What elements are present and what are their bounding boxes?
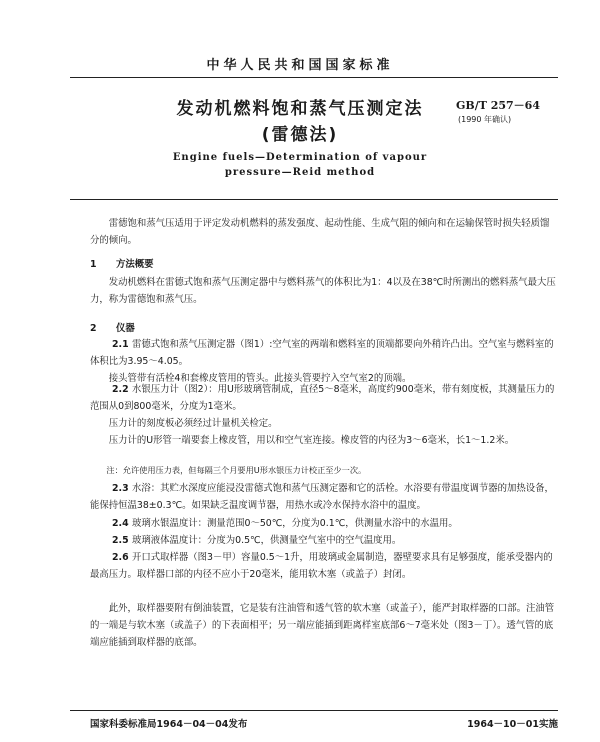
clause-text: 玻璃液体温度计：分度为0.5℃，供测量空气室中的空气温度用。 [132, 535, 402, 546]
clause-number: 2.5 [112, 535, 129, 546]
section-title: 仪器 [116, 323, 135, 334]
clause-number: 2.6 [112, 552, 129, 563]
clause-2-4 [90, 515, 558, 532]
clause-2-2-extra-b: 压力计的U形管一端要套上橡皮管，用以和空气室连接。橡皮管的内径为3～6毫米，长1～1.2米。 [108, 435, 515, 446]
footer-rule [70, 710, 558, 711]
title-rule [70, 199, 558, 200]
clause-2-1 [90, 336, 558, 370]
section-number: 1 [90, 259, 97, 270]
clause-text: 水银压力计（图2）：用U形玻璃管制成，直径5～8毫米，高度约900毫米，带有刻度板，其测量压力的范围从0到800毫米，分度为1毫米。 [90, 384, 555, 412]
clause-2-6 [90, 549, 558, 583]
effective-date: 1964－10－01实施 [467, 719, 558, 730]
issuing-country-standard-header: 中华人民共和国国家标准 [206, 58, 394, 73]
clause-2-2 [90, 381, 558, 415]
document-title: 发动机燃料饱和蒸气压测定法 [176, 99, 424, 119]
clause-text: 雷德式饱和蒸气压测定器（图1）:空气室的两端和燃料室的顶端都要向外稍许凸出。空气室与燃料室的体积比为3.95～4.05。 [90, 339, 554, 367]
note: 注：允许使用压力表，但每隔三个月要用U形水银压力计校正至少一次。 [106, 465, 367, 475]
clause-2-6-extra: 此外，取样器要附有倒油装置，它是装有注油管和透气管的软木塞（或盖子），能严封取样器的口部。注油管的一端是与软木塞（或盖子）的下表面相平；另一端应能插到距离样室底部6～7毫米处（图3－丁）。透气管的底端应能插到取样器的底部。 [90, 603, 555, 648]
document-subtitle: (雷德法) [261, 125, 339, 145]
standard-confirmed: (1990 年确认) [458, 115, 512, 124]
clause-text: 水浴：其贮水深度应能浸没雷德式饱和蒸气压测定器和它的活栓。水浴要有带温度调节器的加热设备，能保持恒温38±0.3℃。如果缺乏温度调节器，用热水或冷水保持水浴中的温度。 [90, 483, 554, 511]
clause-2-1-extra: 接头管带有活栓4和套橡皮管用的管头。此接头管要拧入空气室2的顶端。 [108, 373, 412, 384]
section-title: 方法概要 [116, 259, 154, 270]
clause-2-2-extra-a: 压力计的刻度板必须经过计量机关检定。 [108, 418, 278, 429]
clause-number: 2.1 [112, 339, 129, 350]
issued-date: 国家科委标准局1964－04－04发布 [90, 719, 248, 730]
header-rule [70, 77, 558, 78]
english-title-line1: Engine fuels—Determination of vapour [172, 152, 428, 163]
clause-text: 开口式取样器（图3－甲）容量0.5～1升，用玻璃或金属制造，器壁要求具有足够强度，能承受器内的最高压力。取样器口部的内径不应小于20毫米，能用软木塞（或盖子）封闭。 [90, 552, 553, 580]
section-1-heading [90, 256, 154, 270]
clause-2-3 [90, 480, 558, 514]
intro-paragraph: 雷德饱和蒸气压适用于评定发动机燃料的蒸发强度、起动性能、生成气阻的倾向和在运输保管时损失轻质馏分的倾向。 [90, 218, 550, 246]
clause-2-5 [90, 532, 558, 549]
section-2-heading [90, 320, 135, 334]
section-number: 2 [90, 323, 97, 334]
section-1-text: 发动机燃料在雷德式饱和蒸气压测定器中与燃料蒸气的体积比为1：4以及在38℃时所测出的燃料蒸气最大压力，称为雷德饱和蒸气压。 [90, 277, 556, 305]
english-title-line2: pressure—Reid method [224, 167, 376, 178]
clause-number: 2.3 [112, 483, 129, 494]
clause-text: 玻璃水银温度计：测量范围0～50℃，分度为0.1℃，供测量水浴中的水温用。 [132, 518, 458, 529]
clause-number: 2.2 [112, 384, 129, 395]
clause-number: 2.4 [112, 518, 129, 529]
standard-code: GB/T 257－64 [456, 99, 540, 112]
